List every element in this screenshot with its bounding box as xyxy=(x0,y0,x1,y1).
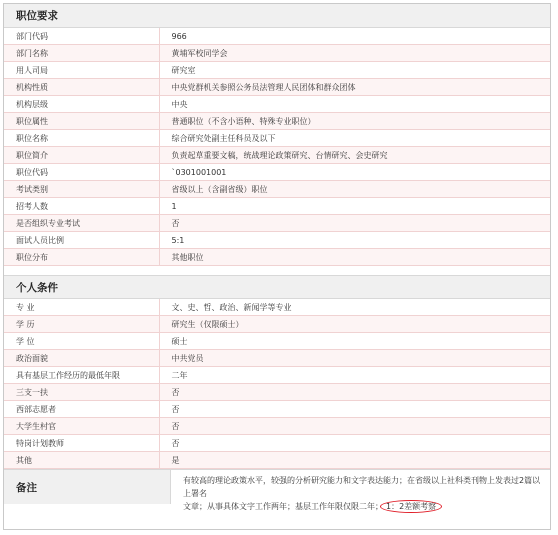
row-label: 机构层级 xyxy=(4,96,159,113)
row-value: 黄埔军校同学会 xyxy=(159,45,550,62)
row-label: 学 历 xyxy=(4,316,159,333)
table-row xyxy=(4,62,550,79)
remarks-line-1: 有较高的理论政策水平，较强的分析研究能力和文字表达能力；在省级以上社科类刊物上发表过2篇以上署名 xyxy=(183,476,541,498)
remarks-line-2-text: 文章；从事具体文字工作两年；基层工作年限仅限二年； xyxy=(183,502,383,511)
row-value: 5:1 xyxy=(159,232,550,249)
section-title-personal-conditions: 个人条件 xyxy=(4,275,550,299)
row-label: 职位代码 xyxy=(4,164,159,181)
table-row xyxy=(4,367,550,384)
job-detail-panel xyxy=(3,3,551,530)
row-value: 否 xyxy=(159,418,550,435)
personal-conditions-table xyxy=(4,299,550,469)
row-value: 否 xyxy=(159,215,550,232)
row-value: 中共党员 xyxy=(159,350,550,367)
row-value: 中央党群机关参照公务员法管理人民团体和群众团体 xyxy=(159,79,550,96)
row-value: 中央 xyxy=(159,96,550,113)
row-label: 学 位 xyxy=(4,333,159,350)
row-label: 招考人数 xyxy=(4,198,159,215)
row-value: 其他职位 xyxy=(159,249,550,266)
remarks-row xyxy=(4,469,550,511)
row-value: 文、史、哲、政治、新闻学等专业 xyxy=(159,299,550,316)
row-value: 二年 xyxy=(159,367,550,384)
row-label: 考试类别 xyxy=(4,181,159,198)
row-label: 职位简介 xyxy=(4,147,159,164)
row-label: 部门名称 xyxy=(4,45,159,62)
row-label: 专 业 xyxy=(4,299,159,316)
table-row xyxy=(4,435,550,452)
table-row xyxy=(4,452,550,469)
remarks-value xyxy=(171,470,550,511)
row-label: 机构性质 xyxy=(4,79,159,96)
table-row xyxy=(4,333,550,350)
table-row xyxy=(4,96,550,113)
row-value: 研究室 xyxy=(159,62,550,79)
row-label: 三支一扶 xyxy=(4,384,159,401)
row-label: 大学生村官 xyxy=(4,418,159,435)
table-row xyxy=(4,350,550,367)
row-value: 是 xyxy=(159,452,550,469)
row-label: 特岗计划教师 xyxy=(4,435,159,452)
row-value: 966 xyxy=(159,28,550,45)
table-row xyxy=(4,164,550,181)
job-requirements-table xyxy=(4,28,550,266)
table-row xyxy=(4,198,550,215)
row-label: 职位名称 xyxy=(4,130,159,147)
table-row xyxy=(4,215,550,232)
table-row xyxy=(4,130,550,147)
row-label: 政治面貌 xyxy=(4,350,159,367)
circled-annotation: 1：2差额考察 xyxy=(380,500,442,513)
section-title-job-requirements: 职位要求 xyxy=(4,4,550,28)
table-row xyxy=(4,249,550,266)
table-row xyxy=(4,299,550,316)
table-row xyxy=(4,147,550,164)
table-row xyxy=(4,79,550,96)
row-value: `0301001001 xyxy=(159,164,550,181)
row-value: 否 xyxy=(159,401,550,418)
table-row xyxy=(4,232,550,249)
row-label: 是否组织专业考试 xyxy=(4,215,159,232)
row-value: 普通职位（不含小语种、特殊专业职位） xyxy=(159,113,550,130)
table-row xyxy=(4,418,550,435)
row-value: 否 xyxy=(159,384,550,401)
remarks-line-2 xyxy=(183,500,544,513)
row-label: 西部志愿者 xyxy=(4,401,159,418)
table-row xyxy=(4,113,550,130)
row-label: 部门代码 xyxy=(4,28,159,45)
row-value: 否 xyxy=(159,435,550,452)
row-value: 研究生（仅限硕士） xyxy=(159,316,550,333)
row-value: 省级以上（含副省级）职位 xyxy=(159,181,550,198)
row-label: 职位属性 xyxy=(4,113,159,130)
row-label: 其他 xyxy=(4,452,159,469)
table-row xyxy=(4,316,550,333)
row-label: 用人司局 xyxy=(4,62,159,79)
section-gap xyxy=(4,266,550,275)
row-label: 具有基层工作经历的最低年限 xyxy=(4,367,159,384)
table-row xyxy=(4,28,550,45)
row-value: 硕士 xyxy=(159,333,550,350)
row-label: 职位分布 xyxy=(4,249,159,266)
table-row xyxy=(4,401,550,418)
row-label: 面试人员比例 xyxy=(4,232,159,249)
row-value: 综合研究处副主任科员及以下 xyxy=(159,130,550,147)
table-row xyxy=(4,384,550,401)
table-row xyxy=(4,45,550,62)
remarks-label: 备注 xyxy=(4,470,171,504)
row-value: 负责起草重要文稿，统战理论政策研究、台情研究、会史研究 xyxy=(159,147,550,164)
table-row xyxy=(4,181,550,198)
row-value: 1 xyxy=(159,198,550,215)
